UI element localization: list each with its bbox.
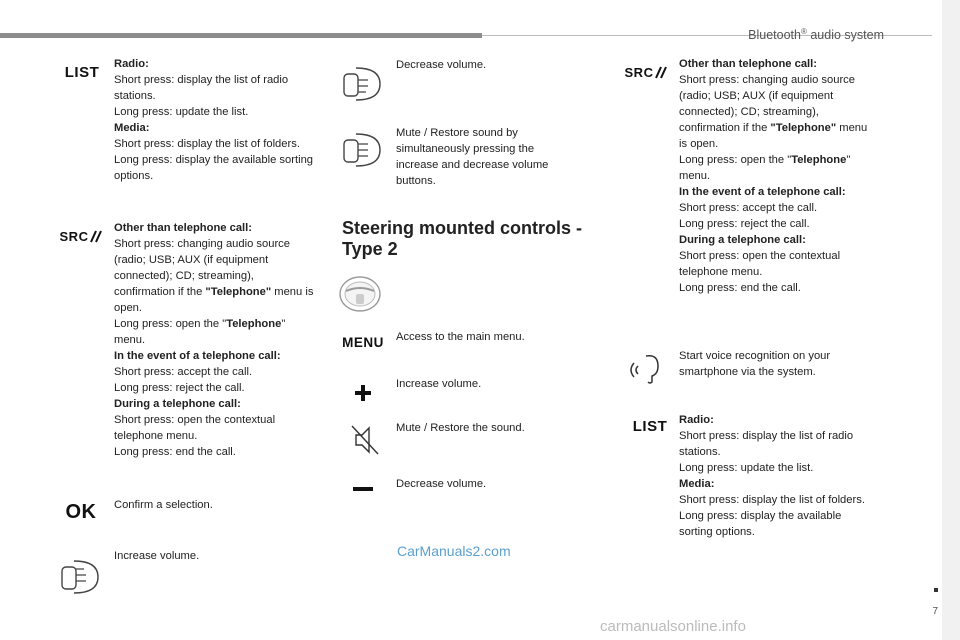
ok-icon: OK: [65, 500, 97, 523]
voice-description: Start voice recognition on your smartphone via the system.: [679, 350, 831, 378]
voice-recognition-icon: [628, 352, 664, 386]
decrease-volume-description: Decrease volume.: [396, 59, 487, 71]
src-phone-icon-right: SRC: [622, 62, 670, 82]
mute-restore-description: Mute / Restore the sound.: [396, 422, 525, 434]
mute-description: Mute / Restore sound by simultaneously pressing the increase and decrease volume buttons.: [396, 127, 549, 187]
radio-description: Radio: Short press: display the list of radio stations. Long press: update the list. Media: Short press: display the list of folders. Long press: display the available sorting options.: [114, 58, 314, 182]
list-icon-right: LIST: [632, 417, 668, 435]
top-rule-dark: [0, 33, 482, 38]
steering-wheel-icon: [338, 275, 382, 313]
section-heading: Steering mounted controls - Type 2: [342, 218, 583, 259]
ok-description: Confirm a selection.: [114, 499, 213, 511]
mute-speaker-icon: [350, 424, 380, 456]
page-bullet: [934, 588, 938, 592]
src-phone-icon: SRC: [58, 226, 104, 246]
src-description: Other than telephone call: Short press: changing audio source (radio; USB; AUX (if equipment connected); CD; streaming), confirmation if the "Telephone" menu is open. Long press: open the "Telephone" menu. In the event of a telephone call: Short press: accept the call. Long press: reject the call. During a telephone call: Short press: open the contextual telephone menu. Long press: end the call.: [114, 222, 314, 458]
volume-wheel-mute-icon: [340, 128, 384, 172]
src-description-right: Other than telephone call: Short press: changing audio source (radio; USB; AUX (if equipment connected); CD; streaming), confirmation if the "Telephone" menu is open. Long press: open the "Telephone" menu. In the event of a telephone call: Short press: accept the call. Long press: reject the call. During a telephone call: Short press: open the contextual telephone menu. Long press: end the call.: [679, 58, 868, 294]
footer-watermark: carmanualsonline.info: [600, 618, 746, 635]
plus-description: Increase volume.: [396, 378, 482, 390]
radio-description-right: Radio: Short press: display the list of radio stations. Long press: update the list. Media: Short press: display the list of folders. Long press: display the available sorting options.: [679, 414, 865, 538]
increase-volume-description: Increase volume.: [114, 550, 200, 562]
list-icon: LIST: [64, 63, 100, 81]
minus-description: Decrease volume.: [396, 478, 487, 490]
menu-description: Access to the main menu.: [396, 331, 525, 343]
plus-icon: [352, 382, 374, 404]
volume-wheel-down-icon: [340, 62, 384, 106]
volume-wheel-up-icon: [58, 555, 102, 599]
minus-icon: [352, 484, 374, 494]
page-number: 7: [932, 606, 938, 617]
page-header: Bluetooth® audio system: [748, 27, 884, 43]
menu-icon: MENU: [342, 334, 384, 350]
side-strip: [942, 0, 960, 640]
watermark-text: CarManuals2.com: [397, 543, 511, 559]
